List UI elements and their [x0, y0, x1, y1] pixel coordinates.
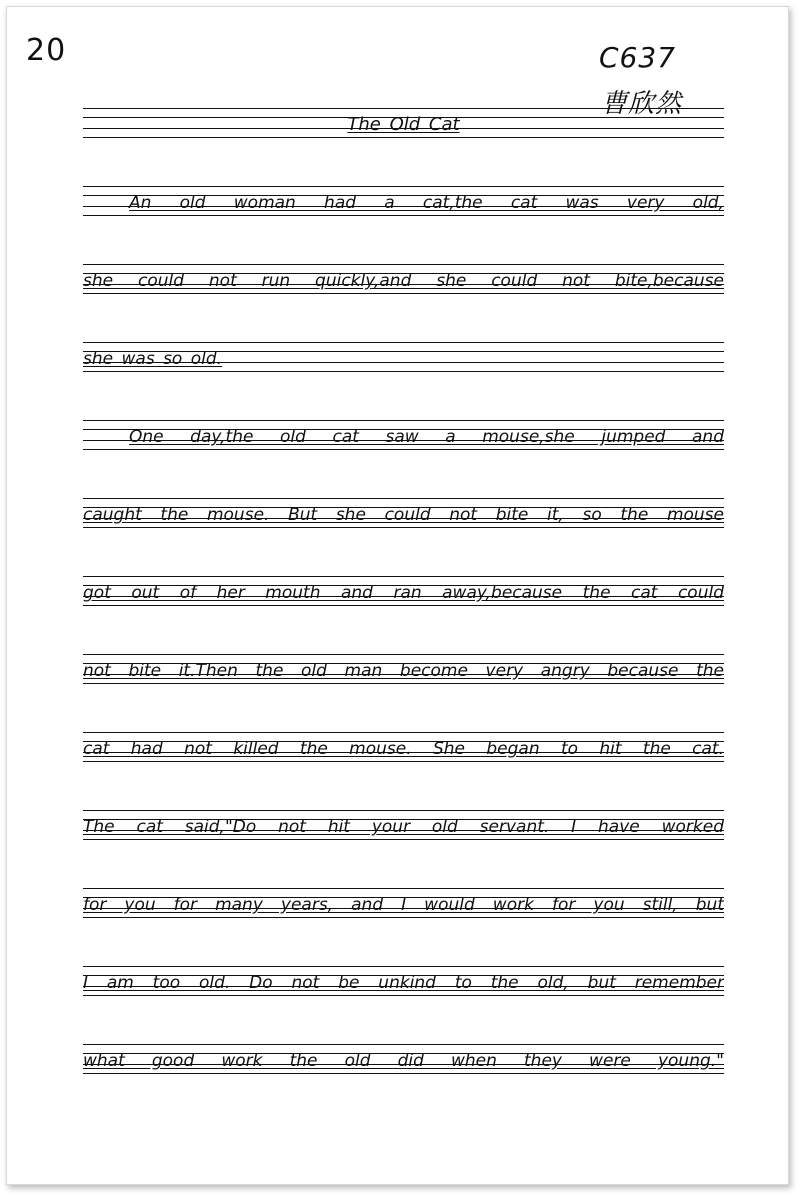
writing-line	[83, 654, 724, 684]
writing-line	[83, 810, 724, 840]
essay-line: she could not run quickly,and she could not bite,because	[83, 271, 724, 291]
writing-line-title	[83, 108, 724, 138]
essay-line: An old woman had a cat,the cat was very old,	[129, 193, 724, 213]
essay-line: caught the mouse. But she could not bite it, so the mouse	[83, 505, 724, 525]
essay-line: The cat said,"Do not hit your old servant. I have worked	[83, 817, 724, 837]
essay-line: she was so old.	[83, 349, 223, 369]
writing-line	[83, 420, 724, 450]
handwriting-lines	[83, 108, 724, 1122]
essay-line: I am too old. Do not be unkind to the old, but remember	[83, 973, 724, 993]
writing-line	[83, 576, 724, 606]
student-code: C637	[599, 41, 676, 74]
page-number: 20	[26, 33, 67, 68]
writing-line	[83, 498, 724, 528]
essay-line: cat had not killed the mouse. She began to hit the cat.	[83, 739, 724, 759]
essay-line: what good work the old did when they were young."	[83, 1051, 724, 1071]
writing-line	[83, 888, 724, 918]
essay-line: One day,the old cat saw a mouse,she jumped and	[129, 427, 724, 447]
writing-line	[83, 264, 724, 294]
writing-line	[83, 342, 724, 372]
essay-line: got out of her mouth and ran away,because the cat could	[83, 583, 724, 603]
student-name: 曹欣然	[601, 89, 683, 119]
writing-line	[83, 732, 724, 762]
writing-line	[83, 966, 724, 996]
writing-line	[83, 1044, 724, 1074]
writing-line	[83, 186, 724, 216]
essay-line: for you for many years, and I would work for you still, but	[83, 895, 724, 915]
essay-line: not bite it.Then the old man become very angry because the	[83, 661, 724, 681]
essay-title: The Old Cat	[347, 114, 460, 135]
